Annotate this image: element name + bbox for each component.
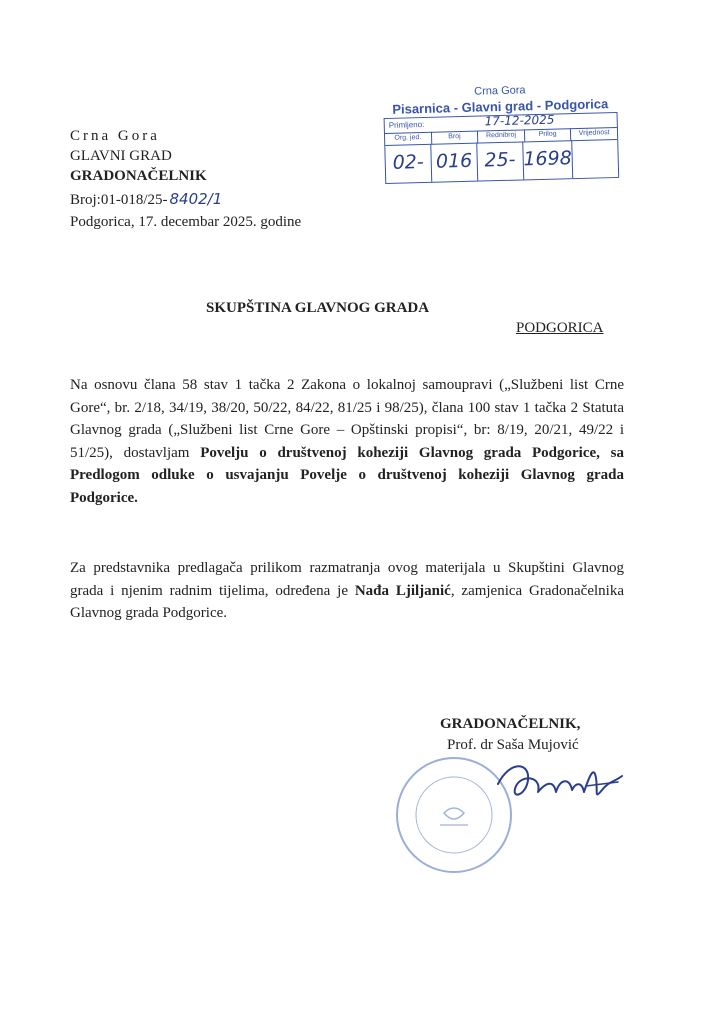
stamp-col-header: Broj [432,131,479,144]
registry-stamp [383,82,619,184]
stamp-col-header: Vrijednost [578,129,610,137]
header-city: GLAVNI GRAD [70,148,172,164]
header-country: Crna Gora [70,128,160,144]
stamp-table [384,112,620,184]
paragraph-2-bold: Nađa Ljiljanić [354,582,451,599]
signatory-name: Prof. dr Saša Mujović [447,737,579,753]
paragraph-1-bold: Povelju o društvenoj koheziji Glavnog grada Podgorice, sa Predlogom odluke o usvajanju Povelje o društvenoj koheziji Glavnog grada Podgorice. [70,444,624,506]
addressee-name: SKUPŠTINA GLAVNOG GRADA [206,300,430,316]
handwritten-signature-icon [490,752,630,832]
header-office: GRADONAČELNIK [70,168,207,184]
body-paragraph-1 [70,374,624,509]
place-date: Podgorica, 17. decembar 2025. godine [70,214,302,230]
paragraph-1-text: Na osnovu člana 58 stav 1 tačka 2 Zakona o lokalnoj samoupravi („Službeni list Crne Gore“, br. 2/18, 34/19, 38/20, 50/22, 84/22, 81/25 i 98/25), člana 100 stav 1 tačka 2 Statuta Glavnog grada („Službeni list Crne Gore – Opštinski propisi“, br: 8/19, 20/21, 49/22 i 51/25), dostavljam [70,377,624,461]
paragraph-2-text: Za predstavnika predlagača prilikom razmatranja ovog materijala u Skupštini Glavnog grada i njenim radnim tijelima, određena je [70,560,624,599]
stamp-line-2: Pisarnica - Glavni grad - Podgorica [392,96,609,117]
stamp-values [385,139,618,183]
stamp-col-header: Org. jed. [385,132,432,145]
reference-prefix: Broj:01-018/25- [70,192,168,208]
stamp-value [572,139,618,178]
paragraph-2-tail: , zamjenica Gradonačelnika Glavnog grada Podgorice. [70,582,624,621]
addressee-city: PODGORICA [516,320,604,336]
stamp-value: 016 [431,143,478,182]
reference-handwritten: 8402/1 [169,190,223,208]
stamp-value: 02- [385,144,432,183]
stamp-line-1: Crna Gora [474,84,526,98]
stamp-value: 25- [477,141,524,180]
stamp-received-label: Primljeno: [388,120,425,130]
signature-title: GRADONAČELNIK, [440,716,581,732]
stamp-col-header: Prilog [525,128,572,141]
stamp-received-date: 17-12-2025 [484,112,555,129]
reference-number [70,189,222,210]
stamp-col-header: Rednibroj [478,129,525,142]
stamp-value: 1698 [523,140,573,179]
body-paragraph-2 [70,557,624,625]
